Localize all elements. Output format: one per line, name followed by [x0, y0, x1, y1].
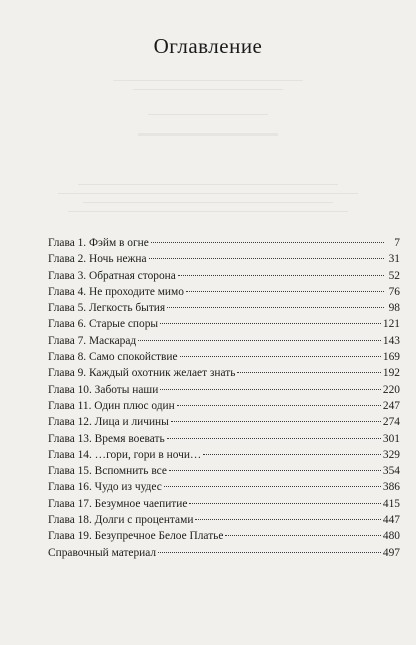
toc-entry-page-number: 98	[388, 302, 400, 315]
toc-entry	[48, 545, 400, 561]
toc-entry	[48, 333, 400, 349]
toc-entry	[48, 479, 400, 495]
dot-leader	[171, 421, 381, 422]
dot-leader	[169, 470, 381, 471]
toc-entry-page-number: 497	[382, 546, 400, 559]
toc-entry	[48, 316, 400, 332]
toc-entry	[48, 300, 400, 316]
toc-entry-page-number: 415	[382, 497, 400, 510]
toc-entry-label: Справочный материал	[48, 546, 157, 559]
dot-leader	[178, 275, 384, 276]
toc-entry	[48, 382, 400, 398]
dot-leader	[180, 356, 381, 357]
toc-entry-label: Глава 2. Ночь нежна	[48, 253, 147, 266]
toc-entry-page-number: 301	[382, 432, 400, 445]
toc-entry	[48, 496, 400, 512]
toc-entry	[48, 447, 400, 463]
dot-leader	[203, 454, 381, 455]
toc-entry-page-number: 329	[382, 448, 400, 461]
toc-entry-label: Глава 18. Долги с процентами	[48, 514, 194, 527]
toc-entry-label: Глава 9. Каждый охотник желает знать	[48, 367, 236, 380]
toc-entry-label: Глава 10. Заботы наши	[48, 383, 159, 396]
dot-leader	[158, 552, 381, 553]
toc-entry-label: Глава 16. Чудо из чудес	[48, 481, 162, 494]
toc-entry-page-number: 220	[382, 383, 400, 396]
toc-entry-page-number: 143	[382, 334, 400, 347]
toc-entry	[48, 349, 400, 365]
show-through-lines	[0, 72, 416, 214]
toc-entry-label: Глава 17. Безумное чаепитие	[48, 497, 188, 510]
toc-entry	[48, 463, 400, 479]
toc-entry	[48, 235, 400, 251]
dot-leader	[160, 389, 381, 390]
toc-entry-label: Глава 1. Фэйм в огне	[48, 237, 149, 249]
toc-entry	[48, 414, 400, 430]
toc-entry-page-number: 247	[382, 399, 400, 412]
toc-entry-label: Глава 7. Маскарад	[48, 334, 137, 347]
toc-entry-label: Глава 4. Не проходите мимо	[48, 285, 184, 298]
toc-entry-label: Глава 19. Безупречное Белое Платье	[48, 530, 224, 543]
toc-entry	[48, 528, 400, 544]
toc-entry	[48, 284, 400, 300]
dot-leader	[160, 323, 381, 324]
toc-entry-page-number: 169	[382, 351, 400, 364]
dot-leader	[167, 438, 381, 439]
dot-leader	[177, 405, 381, 406]
dot-leader	[167, 307, 384, 308]
dot-leader	[186, 291, 384, 292]
dot-leader	[189, 503, 380, 504]
toc-entry-label: Глава 6. Старые споры	[48, 318, 159, 331]
dot-leader	[149, 258, 384, 259]
toc-entry-label: Глава 3. Обратная сторона	[48, 269, 176, 282]
toc-entry-label: Глава 12. Лица и личины	[48, 416, 169, 429]
toc-entry-page-number: 386	[382, 481, 400, 494]
toc-entry-page-number: 192	[382, 367, 400, 380]
page-title: Оглавление	[153, 34, 263, 58]
toc-entry-page-number: 31	[388, 253, 400, 266]
toc-entry	[48, 365, 400, 381]
toc-entry	[48, 431, 400, 447]
toc-entry-label: Глава 13. Время воевать	[48, 432, 165, 445]
toc-entry-page-number: 52	[388, 269, 400, 282]
toc-entry-label: Глава 15. Вспомнить все	[48, 465, 167, 478]
dot-leader	[225, 535, 380, 536]
toc-entry-label: Глава 14. …гори, гори в ночи…	[48, 448, 202, 461]
toc-entry-page-number: 76	[388, 285, 400, 298]
dot-leader	[195, 519, 380, 520]
toc-entry	[48, 398, 400, 414]
dot-leader	[151, 242, 384, 243]
toc-entry-page-number: 447	[382, 514, 400, 527]
toc-entry-page-number: 274	[382, 416, 400, 429]
dot-leader	[138, 340, 381, 341]
toc-entry	[48, 268, 400, 284]
table-of-contents	[48, 235, 400, 561]
toc-entry-page-number: 480	[382, 530, 400, 543]
toc-entry-label: Глава 5. Легкость бытия	[48, 302, 166, 315]
toc-entry-page-number: 121	[382, 318, 400, 331]
dot-leader	[237, 372, 380, 373]
dot-leader	[164, 486, 381, 487]
toc-entry-page-number: 354	[382, 465, 400, 478]
toc-entry	[48, 251, 400, 267]
toc-entry-label: Глава 11. Один плюс один	[48, 399, 175, 412]
toc-entry-page-number: 7	[394, 237, 400, 249]
toc-entry	[48, 512, 400, 528]
toc-entry-label: Глава 8. Само спокойствие	[48, 351, 178, 364]
